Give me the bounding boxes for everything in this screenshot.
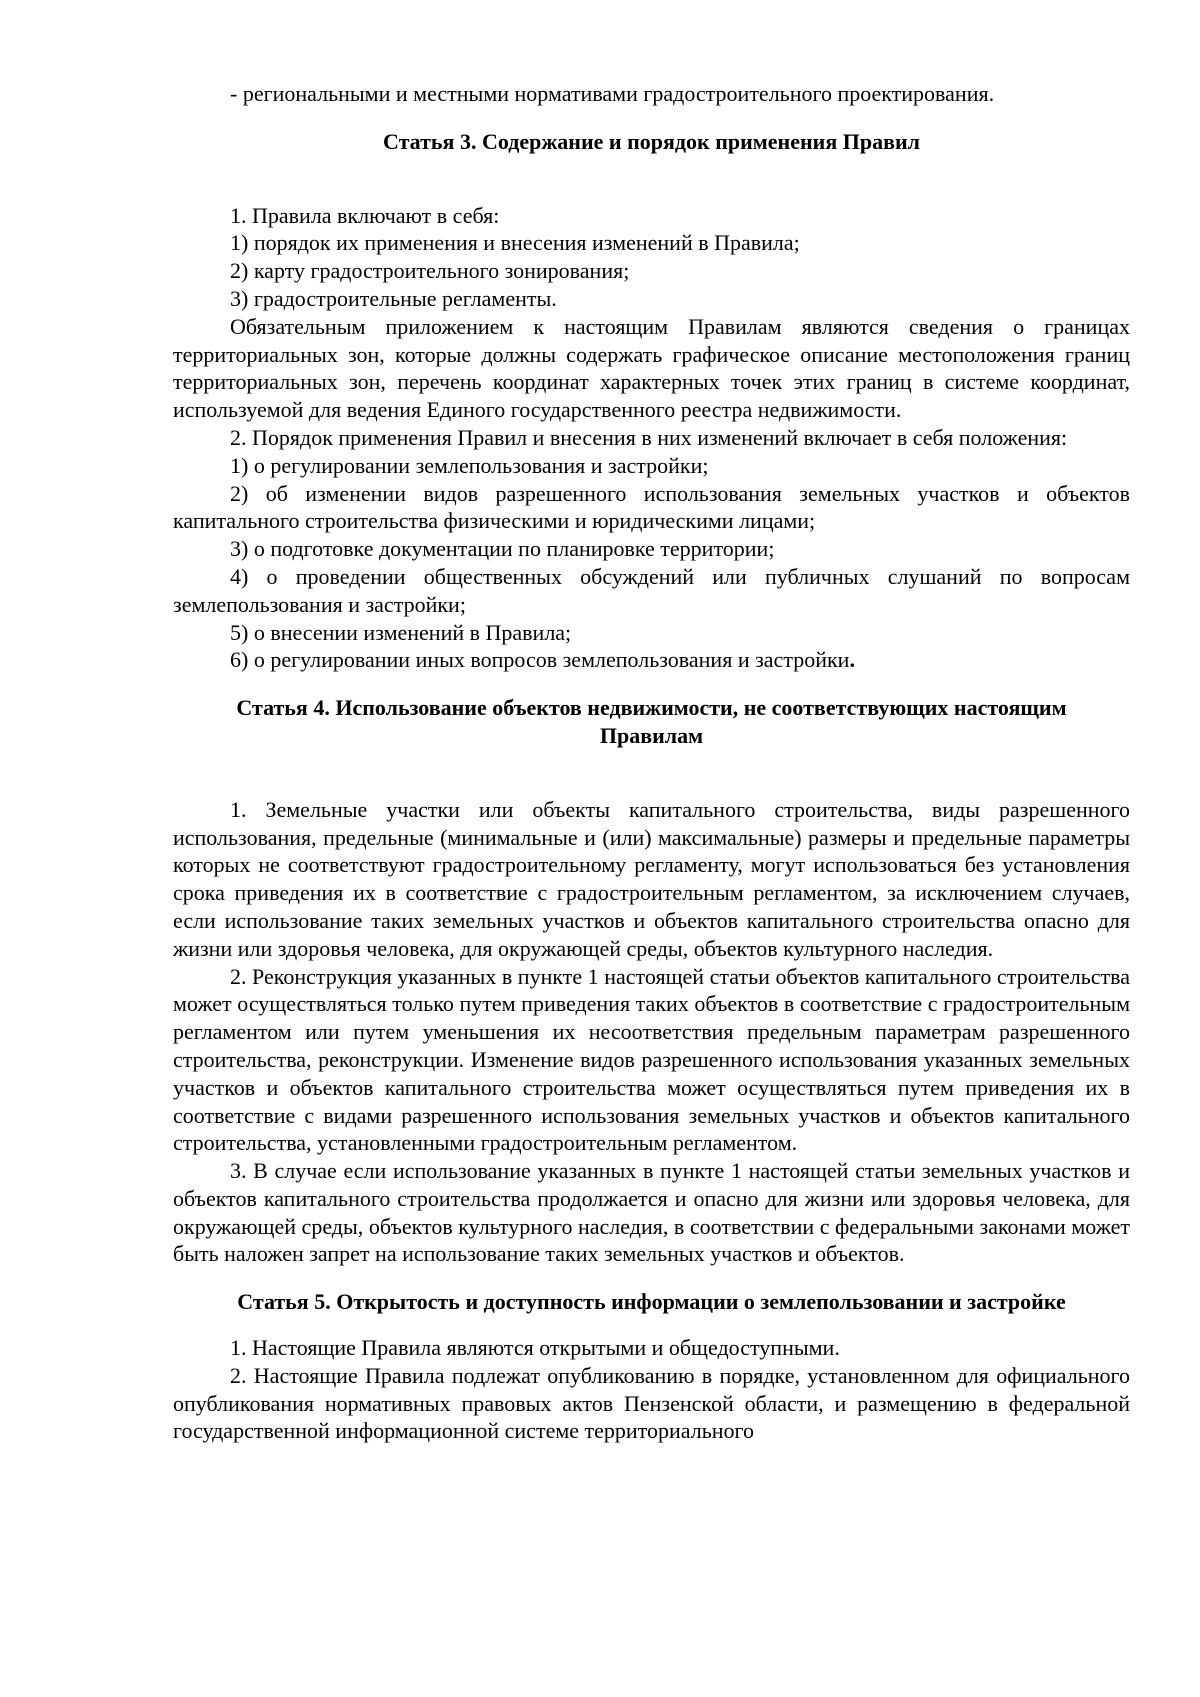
a4-paragraph: 1. Земельные участки или объекты капитального строительства, виды разрешенного использования, предельные (минимальные и (или) максимальные) размеры и предельные параметры которых не соответствуют градостроительному регламенту, могут использоваться без установления срока приведения их в соответствие с градостроительным регламентом, за исключением случаев, если использование таких земельных участков и объектов капитального строительства опасно для жизни или здоровья человека, для окружающей среды, объектов культурного наследия. [173, 796, 1130, 961]
a5-paragraph: 2. Настоящие Правила подлежат опубликованию в порядке, установленном для официального опубликования нормативных правовых актов Пензенской области, и размещению в федеральной государственной информационной системе территориального [173, 1362, 1130, 1444]
article-5-title: Статья 5. Открытость и доступность информации о землепользовании и застройке [237, 1289, 1066, 1315]
document-page [173, 80, 1130, 1445]
a3-paragraph: Обязательным приложением к настоящим Правилам являются сведения о границах территориальных зон, которые должны содержать графическое описание местоположения границ территориальных зон, перечень координат характерных точек этих границ в системе координат, используемой для ведения Единого государственного реестра недвижимости. [173, 313, 1130, 423]
a3-paragraph: 2) об изменении видов разрешенного использования земельных участков и объектов капитального строительства физическими и юридическими лицами; [173, 480, 1130, 534]
article-4-title: Статья 4. Использование объектов недвижимости, не соответствующих настоящим Правилам [236, 695, 1067, 748]
a3-paragraph: 3) градостроительные регламенты. [230, 285, 557, 311]
a3-paragraph: 2) карту градостроительного зонирования; [230, 258, 630, 284]
a5-paragraph: 1. Настоящие Правила являются открытыми и общедоступными. [230, 1335, 840, 1361]
a4-paragraph: 2. Реконструкция указанных в пункте 1 настоящей статьи объектов капитального строительства может осуществляться только путем приведения таких объектов в соответствие с градостроительным регламентом или путем уменьшения их несоответствия предельным параметрам разрешенного строительства, реконструкции. Изменение видов разрешенного использования указанных земельных участков и объектов капитального строительства может осуществляться путем приведения их в соответствие с видами разрешенного использования земельных участков и объектов капитального строительства, установленными градостроительным регламентом. [173, 963, 1130, 1156]
a3-last-item-period: . [849, 647, 855, 673]
a3-paragraph: 2. Порядок применения Правил и внесения в них изменений включает в себя положения: [230, 424, 1068, 450]
a3-paragraph: 3) о подготовке документации по планировке территории; [230, 536, 775, 562]
a4-paragraph: 3. В случае если использование указанных в пункте 1 настоящей статьи земельных участков и объектов капитального строительства продолжается и опасно для жизни или здоровья человека, для окружающей среды, объектов культурного наследия, в соответствии с федеральными законами может быть наложен запрет на использование таких земельных участков и объектов. [173, 1158, 1130, 1267]
a3-last-item [173, 646, 1130, 674]
a3-paragraph: 1) о регулировании землепользования и застройки; [230, 452, 709, 478]
a3-paragraph: 4) о проведении общественных обсуждений или публичных слушаний по вопросам землепользования и застройки; [173, 563, 1130, 617]
a3-paragraph: 5) о внесении изменений в Правила; [230, 619, 572, 645]
a3-paragraph: 1) порядок их применения и внесения изменений в Правила; [230, 230, 800, 256]
article-3-title: Статья 3. Содержание и порядок применения Правил [383, 128, 920, 154]
a3-paragraph: 1. Правила включают в себя: [230, 202, 500, 228]
lead-paragraph: - региональными и местными нормативами градостроительного проектирования. [230, 81, 995, 106]
a3-last-item-text: 6) о регулировании иных вопросов землепользования и застройки [230, 647, 850, 673]
